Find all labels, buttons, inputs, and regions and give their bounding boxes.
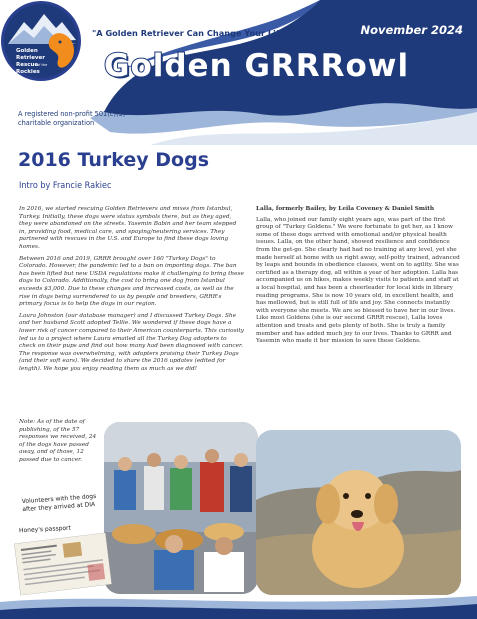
intro-paragraph: In 2016, we started rescuing Golden Retrievers and mixes from Istanbul, Turkey. Initially, these dogs were status symbols there, but as they aged, they were abandoned on the streets. Yasemin Babin and her team stepped in, providing food, medical care, and spaying/neutering services. They partnered with rescues in the U.S. and Europe to find these dogs loving homes. (19, 206, 237, 250)
golden-retriever-photo (256, 430, 461, 595)
volunteers-photo (104, 422, 258, 594)
intro-paragraph: Between 2016 and 2019, GRRR brought over 160 "Turkey Dogs" to Colorado. However, the pandemic led to a ban on importing dogs. The ban has been lifted but new USDA regulations make it challenging to bring these dogs to Colorado. Additionally, the cost to bring one dog from Istanbul exceeds $3,000. Due to these changes and increased costs, as well as the rise in dogs being surrendered to us by people and breeders, GRRR's primary focus is to help the dogs in our region. (19, 255, 244, 308)
article-title: 2016 Turkey Dogs (18, 149, 210, 171)
logo-text-rockies: Rockies (16, 69, 40, 75)
footer-wave (0, 592, 477, 619)
volunteers-caption: Volunteers with the dogs after they arrived at DIA (21, 492, 97, 514)
nonprofit-statement: A registered non-profit 501(c)(3) charitable organization (18, 110, 126, 127)
story-paragraph: Lalla, who joined our family eight years ago, was part of the first group of "Turkey Goldens." We were fortunate to get her, as I know some of these dogs arrived with emotional and/or physical health issues. Lalla, on the other hand, showed resilience and confidence from the get-go. She clearly had had no training at any level, yet she made herself at home with us right away, self-potty trained, advanced by leaps and bounds in obedience classes, went on to agility. She was certified as a therapy dog, all within a year of her adoption. Lalla has accompanied us on hikes, makes weekly visits to patients and staff at a local hospital, and has been a cheerleader for local kids in library reading programs. She is now 10 years old, in excellent health, and has mellowed, but is still full of life and joy. She connects instantly with everyone she meets. We are so blessed to have her in our lives. Like most Goldens (she is our second GRRR rescue), Lalla loves attention and treats and gets plenty of both. She is truly a family member and has added much joy to our lives. Thanks to GRRR and Yasemin who made it her mission to save these Goldens. (256, 216, 460, 345)
issue-date: November 2024 (360, 23, 463, 37)
passport-caption: Honey's passport (18, 524, 72, 535)
tagline: "A Golden Retriever Can Change Your Life!"™ (92, 28, 302, 38)
logo-text-golden: Golden (16, 48, 38, 54)
story-subheading: Lalla, formerly Bailey, by Leila Coveney & Daniel Smith (256, 206, 435, 212)
cancer-note (19, 419, 97, 465)
logo-text-of-the: of the (37, 63, 48, 67)
passport-image (14, 533, 112, 596)
masthead-title: Golden GRRRowl (104, 48, 410, 84)
right-column (256, 206, 460, 346)
intro-paragraph: Laura Johnston (our database manager) and I discussed Turkey Dogs. She and her husband Scott adopted Tellie. We wondered if these dogs have a lower risk of cancer compared to their American counterparts. This curiosity led us to a project where Laura emailed all the Turkey Dog adopters to check on their pups and find out how many had been diagnosed with cancer. The response was overwhelming, with adopters praising their Turkey Dogs (and their soft ears). We decided to share the 2016 updates (edited for length). We hope you enjoy reading them as much as we did! (19, 312, 244, 372)
newsletter-header (0, 0, 477, 145)
grrr-logo (0, 0, 82, 82)
logo-text-rescue: Rescue (16, 62, 39, 68)
left-column (19, 206, 244, 377)
note-text: Note: As of the date of publishing, of the 57 responses we received, 24 of the dogs have passed away, and of those, 12 passed due to cancer. (19, 419, 97, 463)
logo-text-retriever: Retriever (16, 55, 45, 61)
article-byline: Intro by Francie Rakiec (19, 181, 112, 191)
